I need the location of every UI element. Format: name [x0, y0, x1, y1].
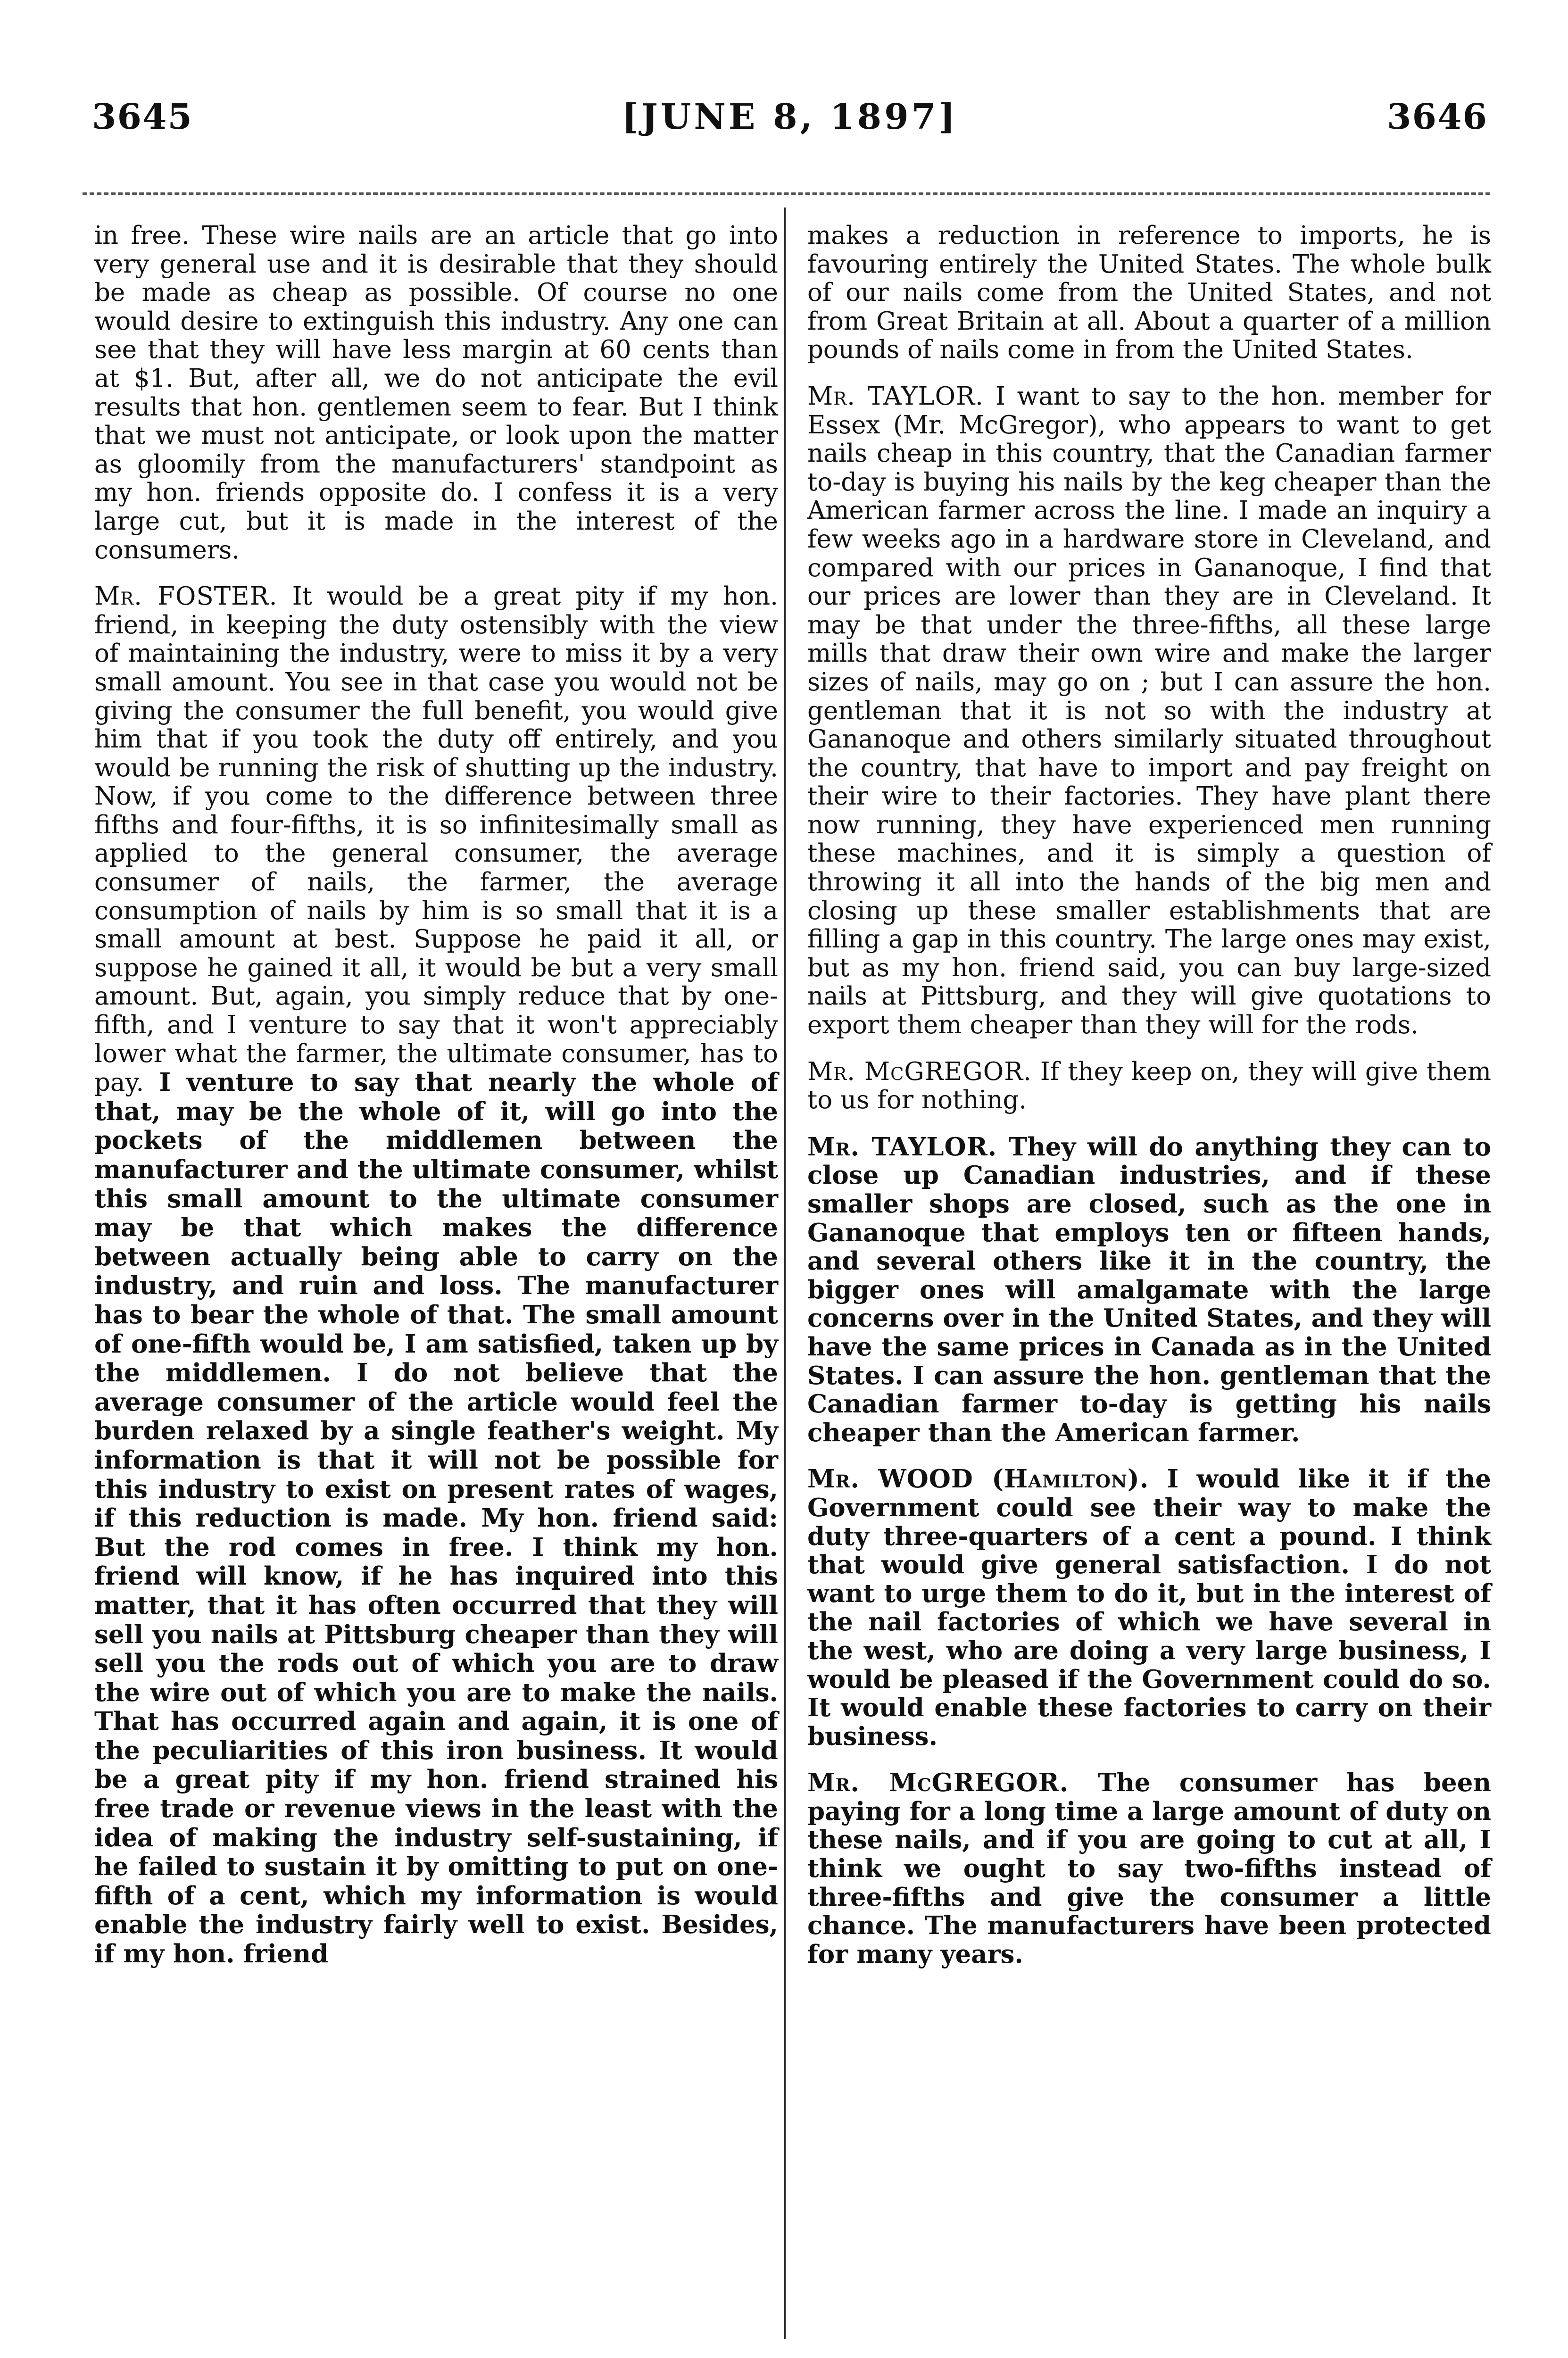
speech-text-bold: I venture to say that nearly the whole of that, may be the whole of it, will go into the pockets of the middlemen between the manufacturer and the ultimate consumer, whilst this small amount to the ultimate consumer may be that which makes the difference between actually being able to carry on the industry, and ruin and loss. The manufacturer has to bear the whole of that. The small amount of one-fifth would be, I am satisfied, taken up by the middlemen. I do not believe that the average consumer of the article would feel the burden relaxed by a single feather's weight. My information is that it will not be possible for this industry to exist on present rates of wages, if this reduction is made. My hon. friend said: But the rod comes in free. I think my hon. friend will know, if he has inquired into this matter, that it has often occurred that they will sell you nails at Pittsburg cheaper than they will sell you the rods out of which you are to draw the wire out of which you are to make the nails. That has occurred again and again, it is one of the peculiarities of this iron business. It would be a great pity if my hon. friend strained his free trade or revenue views in the least with the idea of making the industry self-sustaining, if he failed to sustain it by omitting to put on one-fifth of a cent, which my information is would enable the industry fairly well to exist. Besides, if my hon. friend	[94, 1068, 778, 1969]
speaker-name: Mr. TAYLOR.	[807, 382, 984, 411]
speech-text: I would like it if the Government could see their way to make the duty three-quarters of a cent a pound. I think that would give general satisfaction. I do not want to urge them to do it, but in the interest of the nail factories of which we have several in the west, who are doing a very large business, I would be pleased if the Government could do so. It would enable these factories to carry on their business.	[807, 1464, 1492, 1751]
right-paragraph-taylor-1	[807, 382, 1491, 1040]
header-rule	[83, 192, 1490, 195]
speech-text: It would be a great pity if my hon. friend, in keeping the duty ostensibly with the view of maintaining the industry, were to miss it by a very small amount. You see in that case you would not be giving the consumer the full benefit, you would give him that if you took the duty off entirely, and you would be running the risk of shutting up the industry. Now, if you come to the difference between three fifths and four-fifths, it is so infinitesimally small as applied to the general consumer, the average consumer of nails, the farmer, the average consumption of nails by him is so small that it is a small amount at best. Suppose he paid it all, or suppose he gained it all, it would be but a very small amount. But, again, you simply reduce that by one-fifth, and I venture to say that it won't appreciably lower what the farmer, the ultimate consumer, has to pay.	[94, 582, 778, 1097]
speech-text: They will do anything they can to close up Canadian industries, and if these smaller shops are closed, such as the one in Gananoque that employs ten or fifteen hands, and several others like it in the country, the bigger ones will amalgamate with the large concerns over in the United States, and they will have the same prices in Canada as in the United States. I can assure the hon. gentleman that the Canadian farmer to-day is getting his nails cheaper than the American farmer.	[807, 1132, 1491, 1447]
right-paragraph-mcgregor-1	[807, 1058, 1491, 1115]
page-number-right: 3646	[1387, 97, 1488, 137]
speech-text: I want to say to the hon. member for Essex (Mr. McGregor), who appears to want to get nails cheap in this country, that the Canadian farmer to-day is buying his nails by the keg cheaper than the American farmer across the line. I made an inquiry a few weeks ago in a hardware store in Cleveland, and compared with our prices in Gananoque, I find that our prices are lower than they are in Cleveland. It may be that under the three-fifths, all these large mills that draw their own wire and make the larger sizes of nails, may go on ; but I can assure the hon. gentleman that it is not so with the industry at Gananoque and others similarly situated throughout the country, that have to import and pay freight on their wire to their factories. They have plant there now running, they have experienced men running these machines, and it is simply a question of throwing it all into the hands of the big men and closing up these smaller establishments that are filling a gap in this country. The large ones may exist, but as my hon. friend said, you can buy large-sized nails at Pittsburg, and they will give quotations to export them cheaper than they will for the rods.	[807, 382, 1491, 1040]
speaker-name: Mr. McGREGOR.	[807, 1057, 1032, 1086]
left-paragraph-foster	[94, 582, 778, 1969]
speech-text: If they keep on, they will give them to us for nothing.	[807, 1057, 1492, 1115]
right-paragraph-wood	[807, 1465, 1491, 1751]
speech-text: The consumer has been paying for a long time a large amount of duty on these nails, and if you are going to cut at all, I think we ought to say two-fifths instead of three-fifths and give the consumer a little chance. The manufacturers have been protected for many years.	[807, 1768, 1491, 1969]
right-column	[807, 222, 1491, 1986]
speaker-name: Mr. McGREGOR.	[807, 1768, 1069, 1798]
page-header	[92, 97, 1488, 149]
right-paragraph-mcgregor-2	[807, 1768, 1491, 1968]
speaker-name: Mr. TAYLOR.	[807, 1132, 997, 1162]
column-divider	[784, 208, 786, 2339]
speaker-name: Mr. FOSTER.	[94, 582, 278, 611]
right-paragraph-1: makes a reduction in reference to imports, he is favouring entirely the United States. The whole bulk of our nails come from the United States, and not from Great Britain at all. About a quarter of a million pounds of nails come in from the United States.	[807, 221, 1491, 365]
speaker-name: Mr. WOOD (Hamilton).	[807, 1464, 1149, 1494]
page-number-left: 3645	[92, 97, 193, 137]
right-paragraph-taylor-2	[807, 1133, 1491, 1447]
left-paragraph-1: in free. These wire nails are an article that go into very general use and it is desirable that they should be made as cheap as possible. Of course no one would desire to extinguish this industry. Any one can see that they will have less margin at 60 cents than at $1. But, after all, we do not anticipate the evil results that hon. gentlemen seem to fear. But I think that we must not anticipate, or look upon the matter as gloomily from the manufacturers' standpoint as my hon. friends opposite do. I confess it is a very large cut, but it is made in the interest of the consumers.	[94, 221, 778, 565]
left-column	[94, 222, 778, 1987]
header-date: [JUNE 8, 1897]	[622, 97, 958, 137]
